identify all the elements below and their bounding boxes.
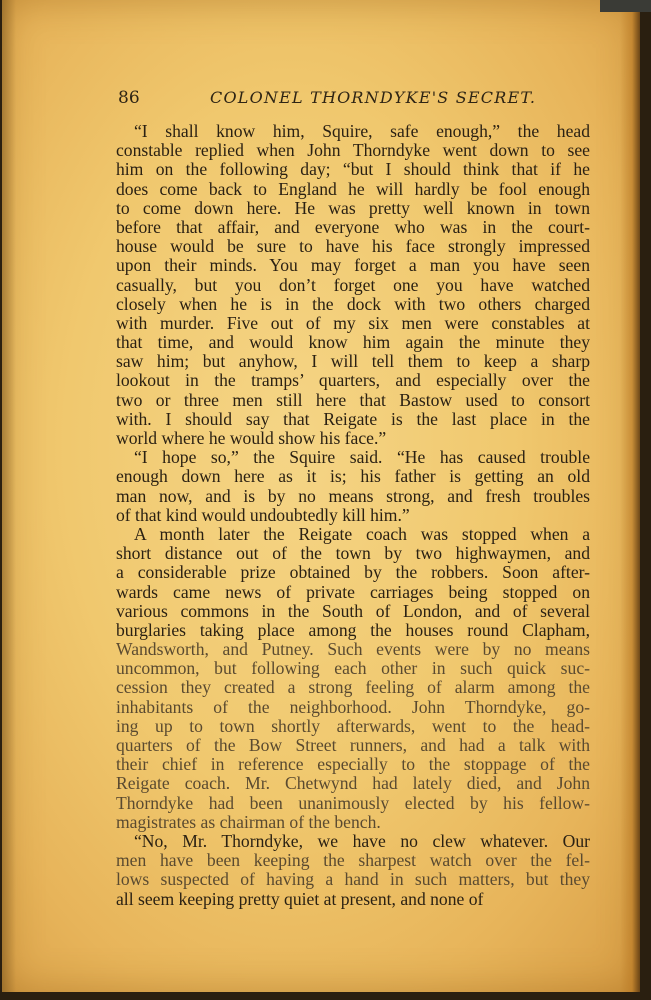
- text-line: ing up to town shortly afterwards, went to the head-: [116, 715, 590, 736]
- text-line: cession they created a strong feeling of alarm among the: [116, 677, 590, 698]
- text-line: casually, but you don’t forget one you have watched: [116, 274, 590, 295]
- running-head: COLONEL THORNDYKE'S SECRET.: [210, 88, 537, 107]
- text-line: Thorndyke had been unanimously elected by his fellow-: [116, 792, 590, 813]
- text-line: does come back to England he will hardly be fool enough: [116, 178, 590, 199]
- text-line: two or three men still here that Bastow used to consort: [116, 389, 590, 410]
- text-line: inhabitants of the neighborhood. John Thorndyke, go-: [116, 696, 590, 717]
- text-line: A month later the Reigate coach was stopped when a: [134, 523, 590, 544]
- page-body-text: [116, 122, 590, 909]
- text-line: quarters of the Bow Street runners, and had a talk with: [116, 735, 590, 755]
- text-line: all seem keeping pretty quiet at present, and none of: [116, 888, 484, 909]
- text-line: wards came news of private carriages being stopped on: [116, 581, 590, 602]
- text-line: upon their minds. You may forget a man you have seen: [116, 255, 590, 276]
- page-number: 86: [118, 88, 140, 108]
- text-line: with. I should say that Reigate is the last place in the: [116, 408, 590, 429]
- text-line: short distance out of the town by two highwaymen, and: [116, 543, 590, 564]
- text-line: constable replied when John Thorndyke went down to see: [116, 140, 590, 161]
- text-line: magistrates as chairman of the bench.: [116, 811, 381, 832]
- text-line: “No, Mr. Thorndyke, we have no clew whatever. Our: [134, 830, 590, 851]
- text-line: various commons in the South of London, and of several: [116, 600, 590, 621]
- text-line: house would be sure to have his face strongly impressed: [116, 236, 590, 257]
- text-line: burglaries taking place among the houses round Clapham,: [116, 619, 590, 640]
- background-strip: [600, 0, 651, 12]
- text-line: saw him; but anyhow, I will tell them to keep a sharp: [116, 351, 590, 372]
- text-line: Reigate coach. Mr. Chetwynd had lately died, and John: [116, 773, 590, 794]
- page-edge-shadow: [620, 0, 640, 992]
- text-line: “I shall know him, Squire, safe enough,” the head: [134, 121, 590, 141]
- text-line: closely when he is in the dock with two others charged: [116, 293, 590, 314]
- text-line: enough down here as it is; his father is getting an old: [116, 466, 590, 487]
- text-line: before that affair, and everyone who was in the court-: [116, 216, 590, 237]
- text-line: “I hope so,” the Squire said. “He has caused trouble: [134, 447, 590, 468]
- text-line: man now, and is by no means strong, and fresh troubles: [116, 485, 590, 506]
- text-line: world where he would show his face.”: [116, 428, 387, 448]
- text-line: lows suspected of having a hand in such matters, but they: [116, 869, 590, 890]
- text-line: of that kind would undoubtedly kill him.”: [116, 504, 410, 525]
- text-line: uncommon, but following each other in such quick suc-: [116, 658, 590, 679]
- text-line: to come down here. He was pretty well known in town: [116, 197, 590, 218]
- text-line: him on the following day; “but I should think that if he: [116, 159, 590, 180]
- book-page: [2, 0, 640, 992]
- text-line: men have been keeping the sharpest watch over the fel-: [116, 850, 590, 871]
- page-header: [118, 88, 590, 112]
- text-line: a considerable prize obtained by the robbers. Soon after-: [116, 562, 590, 583]
- text-line: that time, and would know him again the minute they: [116, 332, 590, 353]
- text-line: lookout in the tramps’ quarters, and especially over the: [116, 370, 590, 391]
- page-gutter-shadow: [2, 0, 16, 992]
- text-line: Wandsworth, and Putney. Such events were by no means: [116, 639, 590, 660]
- text-line: their chief in reference especially to the stoppage of the: [116, 754, 590, 775]
- text-line: with murder. Five out of my six men were constables at: [116, 312, 590, 333]
